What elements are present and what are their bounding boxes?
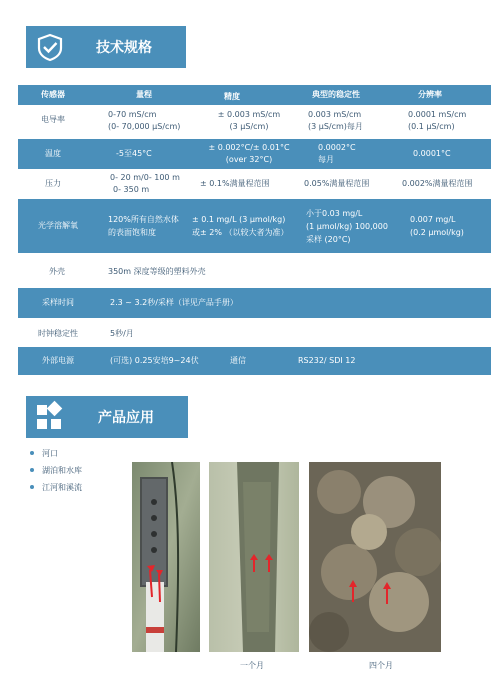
sensor-name: 电导率 (41, 115, 65, 124)
list-item: 河口 (30, 448, 82, 465)
housing-label: 外壳 (49, 267, 65, 276)
power-label: 外部电源 (42, 356, 74, 365)
application-section-title: 产品应用 (98, 410, 154, 426)
table-row-clock (18, 324, 491, 344)
table-row (18, 199, 491, 253)
stability-value: 0.05%满量程范围 (304, 179, 370, 188)
accuracy-value: ± 0.1 mg/L (3 µmol/kg) 或± 2% （以较大者为准） (192, 215, 289, 237)
list-item: 江河和溪流 (30, 482, 82, 499)
sensor-name: 光学溶解氧 (38, 221, 78, 230)
spec-section-header (26, 26, 186, 68)
power-value: (可选) 0.25安培9~24伏 (110, 356, 199, 365)
stability-value: 0.0002°C 每月 (318, 143, 356, 164)
table-row (18, 139, 491, 169)
range-value: -5至45°C (116, 149, 152, 158)
stability-value: 0.003 mS/cm (3 µS/cm)每月 (308, 110, 363, 131)
application-list (30, 448, 82, 499)
accuracy-value: ± 0.1%满量程范围 (200, 179, 270, 188)
sampling-value: 2.3 ~ 3.2秒/采样（详见产品手册） (110, 298, 238, 307)
comm-label: 通信 (230, 356, 246, 365)
list-item: 湖泊和水库 (30, 465, 82, 482)
header-stability: 典型的稳定性 (312, 90, 360, 99)
four-months-photo (309, 462, 441, 652)
sensor-photo (132, 462, 200, 652)
header-sensor: 传感器 (41, 90, 65, 99)
clock-label: 时钟稳定性 (38, 329, 78, 338)
grid-diamond-icon (32, 400, 68, 434)
spec-section-title: 技术规格 (96, 40, 152, 56)
shield-check-icon (32, 30, 68, 64)
caption-one-month: 一个月 (240, 661, 264, 670)
table-row-sampling (18, 288, 491, 318)
resolution-value: 0.007 mg/L (0.2 µmol/kg) (410, 215, 464, 237)
one-month-photo (209, 462, 299, 652)
resolution-value: 0.0001°C (413, 149, 451, 158)
resolution-value: 0.002%满量程范围 (402, 179, 473, 188)
accuracy-value: ± 0.003 mS/cm (3 µS/cm) (217, 110, 281, 131)
stability-value: 小于0.03 mg/L (1 µmol/kg) 100,000 采样 (20°C) (306, 209, 388, 244)
accuracy-value: ± 0.002°C/± 0.01°C (over 32°C) (208, 143, 290, 164)
table-row (18, 106, 491, 136)
sensor-name: 压力 (45, 179, 61, 188)
header-accuracy: 精度 (224, 92, 240, 101)
sensor-name: 温度 (45, 149, 61, 158)
table-row (18, 171, 491, 197)
header-range: 量程 (136, 90, 152, 99)
sampling-label: 采样时间 (42, 298, 74, 307)
comm-value: RS232/ SDI 12 (298, 356, 356, 365)
clock-value: 5秒/月 (110, 329, 134, 338)
caption-four-months: 四个月 (369, 661, 393, 670)
resolution-value: 0.0001 mS/cm (0.1 µS/cm) (408, 110, 467, 131)
table-row-power (18, 347, 491, 375)
table-row-housing (18, 262, 491, 282)
range-value: 0-70 mS/cm (0- 70,000 µS/cm) (108, 110, 181, 131)
application-section-header (26, 396, 188, 438)
header-resolution: 分辨率 (418, 90, 442, 99)
range-value: 0- 20 m/0- 100 m 0- 350 m (110, 173, 180, 194)
spec-table-header (18, 85, 491, 105)
range-value: 120%所有自然水体 的表面饱和度 (108, 215, 179, 237)
housing-value: 350m 深度等级的塑料外壳 (108, 267, 206, 276)
